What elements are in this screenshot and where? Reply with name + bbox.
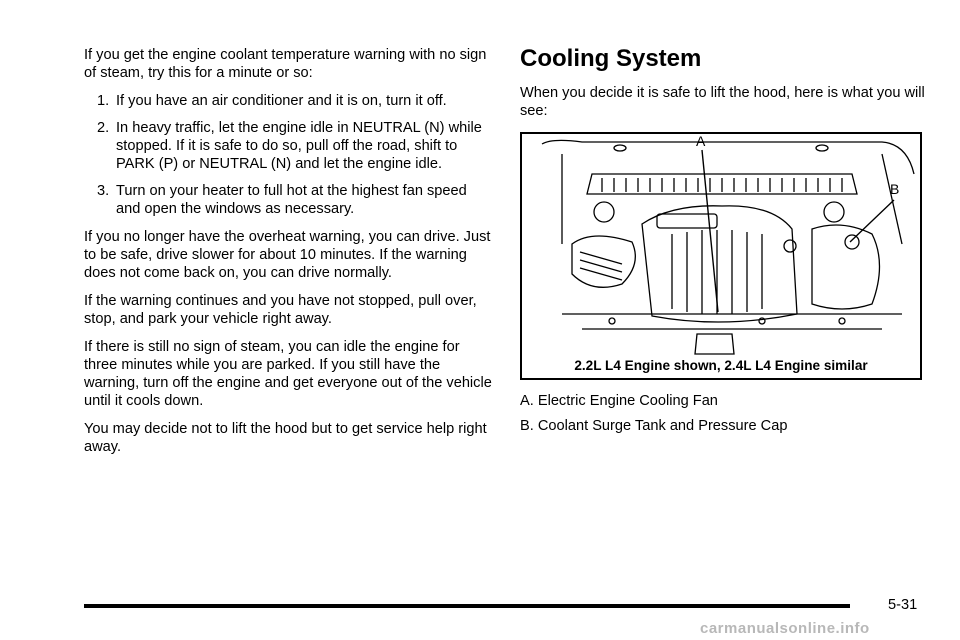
engine-figure [520, 132, 922, 380]
list-item: B. Coolant Surge Tank and Pressure Cap [520, 418, 788, 434]
page-number: 5-31 [888, 597, 918, 613]
section-heading: Cooling System [520, 45, 702, 72]
paragraph: You may decide not to lift the hood but to get service help right away. [84, 421, 487, 455]
paragraph: If there is still no sign of steam, you can idle the engine for three minutes while you are parked. If you still have the warning, turn off the engine and get everyone out of the vehicle until it cools down. [84, 339, 492, 409]
list-item: A. Electric Engine Cooling Fan [520, 393, 718, 409]
steps-list [84, 92, 494, 218]
right-column [520, 44, 925, 442]
intro-paragraph: When you decide it is safe to lift the hood, here is what you will see: [520, 85, 925, 119]
figure-caption: 2.2L L4 Engine shown, 2.4L L4 Engine similar [522, 356, 920, 374]
left-column [84, 46, 494, 466]
step-text: If you have an air conditioner and it is on, turn it off. [116, 93, 447, 109]
step-number: 1. [97, 93, 110, 109]
step-number: 3. [97, 183, 110, 199]
paragraph: If the warning continues and you have not stopped, pull over, stop, and park your vehicle right away. [84, 293, 477, 327]
figure-label-b: B [890, 181, 900, 197]
intro-paragraph: If you get the engine coolant temperature warning with no sign of steam, try this for a minute or so: [84, 47, 487, 81]
step-text: Turn on your heater to full hot at the highest fan speed and open the windows as necessary. [116, 183, 467, 217]
paragraph: If you no longer have the overheat warning, you can drive. Just to be safe, drive slower for about 10 minutes. If the warning does not come back on, you can drive normally. [84, 229, 491, 281]
figure-legend [520, 392, 925, 435]
engine-illustration [522, 134, 920, 378]
list-item [84, 92, 494, 110]
list-item [84, 182, 494, 218]
figure-label-a: A [696, 134, 706, 149]
watermark: carmanualsonline.info [700, 620, 870, 637]
step-number: 2. [97, 120, 110, 136]
list-item [84, 119, 494, 173]
footer-rule [84, 604, 850, 608]
step-text: In heavy traffic, let the engine idle in NEUTRAL (N) while stopped. If it is safe to do so, pull off the road, shift to PARK (P) or NEUTRAL (N) and let the engine idle. [116, 120, 482, 172]
